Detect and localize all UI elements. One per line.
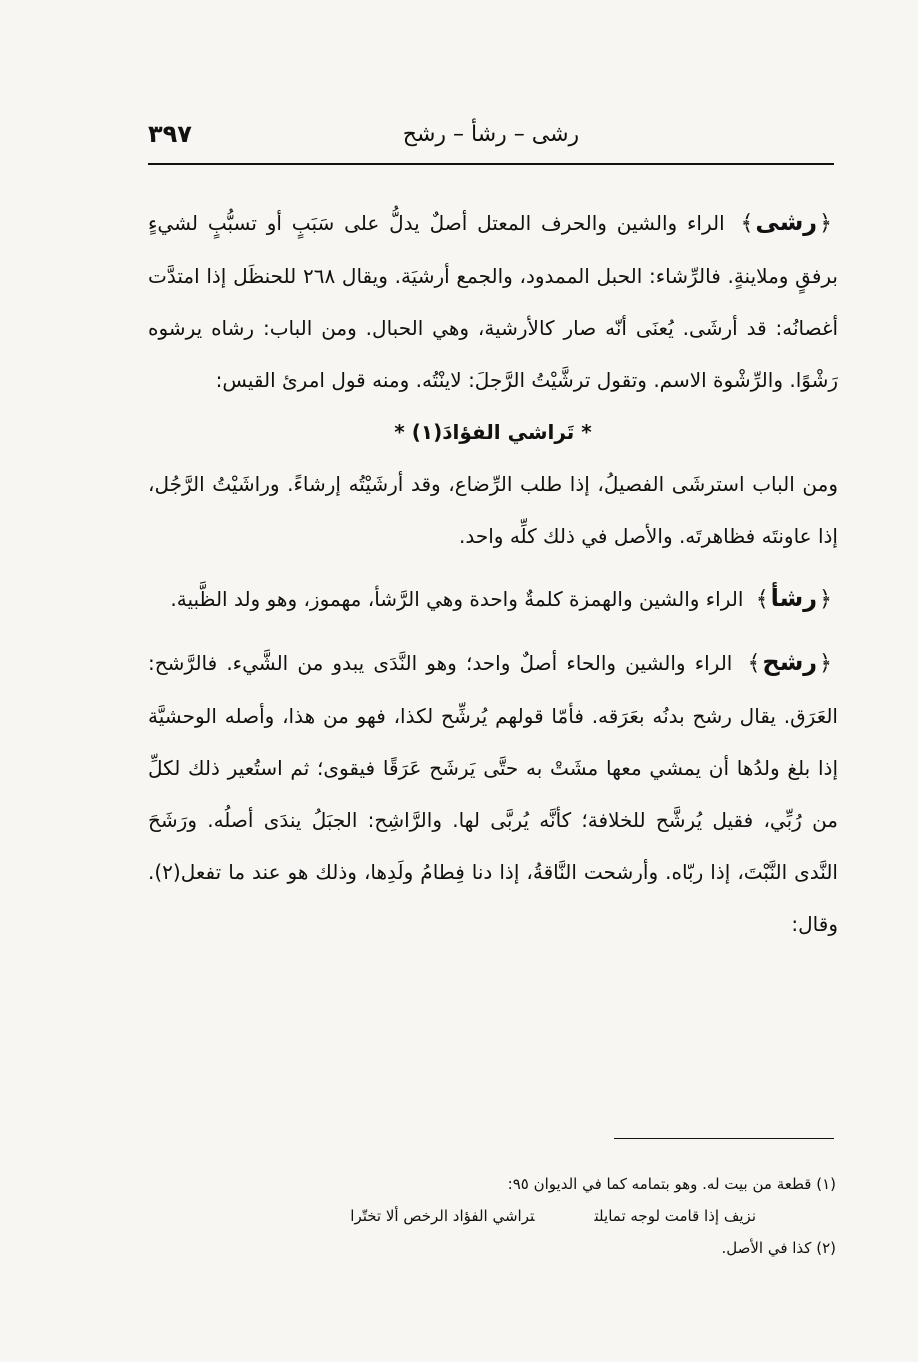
entry-rashaha xyxy=(148,636,838,950)
footnote-2: (٢) كذا في الأصل. xyxy=(721,1239,836,1257)
entry-text: الراء والشين والحاء أصلٌ واحد؛ وهو النَّدَى يبدو من الشَّيء. فالرَّشح: العَرَق. يقال رشح بدنُه بعَرَقه. فأمّا قولهم يُرشِّح لكذا، فهو من هذا، وأصله الوحشيَّة إذا بلغ ولدُها أن يمشي معها مشَتْ به حتَّى يَرشَح عَرَقًا فيقوى؛ ثم استُعير ذلك لكلِّ من رُبِّي، فقيل يُرشَّح للخلافة؛ كأنَّه يُربَّى لها. والرَّاشِح: الجبَلُ يندَى أصلُه. ورَشَحَ النَّدى النَّبْتَ، إذا ربّاه. وأرشحت النَّاقةُ، إذا دنا فِطامُ ولَدِها، وذلك هو عند ما تفعل(٢). وقال: xyxy=(148,651,838,936)
footnotes xyxy=(196,1168,836,1264)
headword: ﴿رشى﴾ xyxy=(740,208,833,236)
footnote-rule xyxy=(614,1138,834,1139)
main-text xyxy=(148,196,838,950)
verse-quote: * تَراشي الفؤادَ(١) * xyxy=(394,420,592,444)
page-number: ٣٩٧ xyxy=(148,120,192,148)
entry-paragraph-continued: ومن الباب استرشَى الفصيلُ، إذا طلب الرِّضاع، وقد أرشَيْتُه إرشاءً. وراشَيْتُ الرَّجُل، إذا عاونتَه فظاهرتَه. والأصل في ذلك كلِّه واحد. xyxy=(148,472,838,548)
headword: ﴿رشح﴾ xyxy=(747,648,833,676)
header-rule xyxy=(148,163,834,165)
entry-text: الراء والشين والهمزة كلمةٌ واحدة وهي الرَّشأ، مهموز، وهو ولد الظَّبية. xyxy=(170,587,744,611)
footnote-1: (١) قطعة من بيت له. وهو بتمامه كما في الديوان ٩٥: xyxy=(507,1175,836,1193)
headword: ﴿رشأ﴾ xyxy=(755,584,832,612)
page-header xyxy=(148,118,834,162)
running-title: رشى – رشأ – رشح xyxy=(402,122,580,147)
entry-paragraph xyxy=(148,572,838,626)
entry-text: الراء والشين والحرف المعتل أصلٌ يدلُّ على سَبَبٍ أو تسبُّبٍ لشيءٍ برفقٍ وملاينةٍ. فالرِّشاء: الحبل الممدود، والجمع أرشيَة. ويقال ٢٦٨ للحنظَل إذا امتدَّت أغصانُه: قد أرشَى. يُعنَى أنّه صار كالأرشية، وهي الحبال. ومن الباب: رشاه يرشوه رَشْوًا. والرِّشْوة الاسم. وتقول ترشَّيْتُ الرَّجلَ: لاينْتُه. ومنه قول امرئ القيس: xyxy=(148,211,838,392)
entry-rasha xyxy=(148,572,838,626)
entry-paragraph xyxy=(148,196,838,406)
footnote-1-verse: نزيف إذا قامت لوجه تمايلتتراشي الفؤاد الرخص ألا تختّرا xyxy=(350,1207,756,1225)
entry-rashaa-rashy xyxy=(148,196,838,562)
entry-paragraph xyxy=(148,636,838,950)
